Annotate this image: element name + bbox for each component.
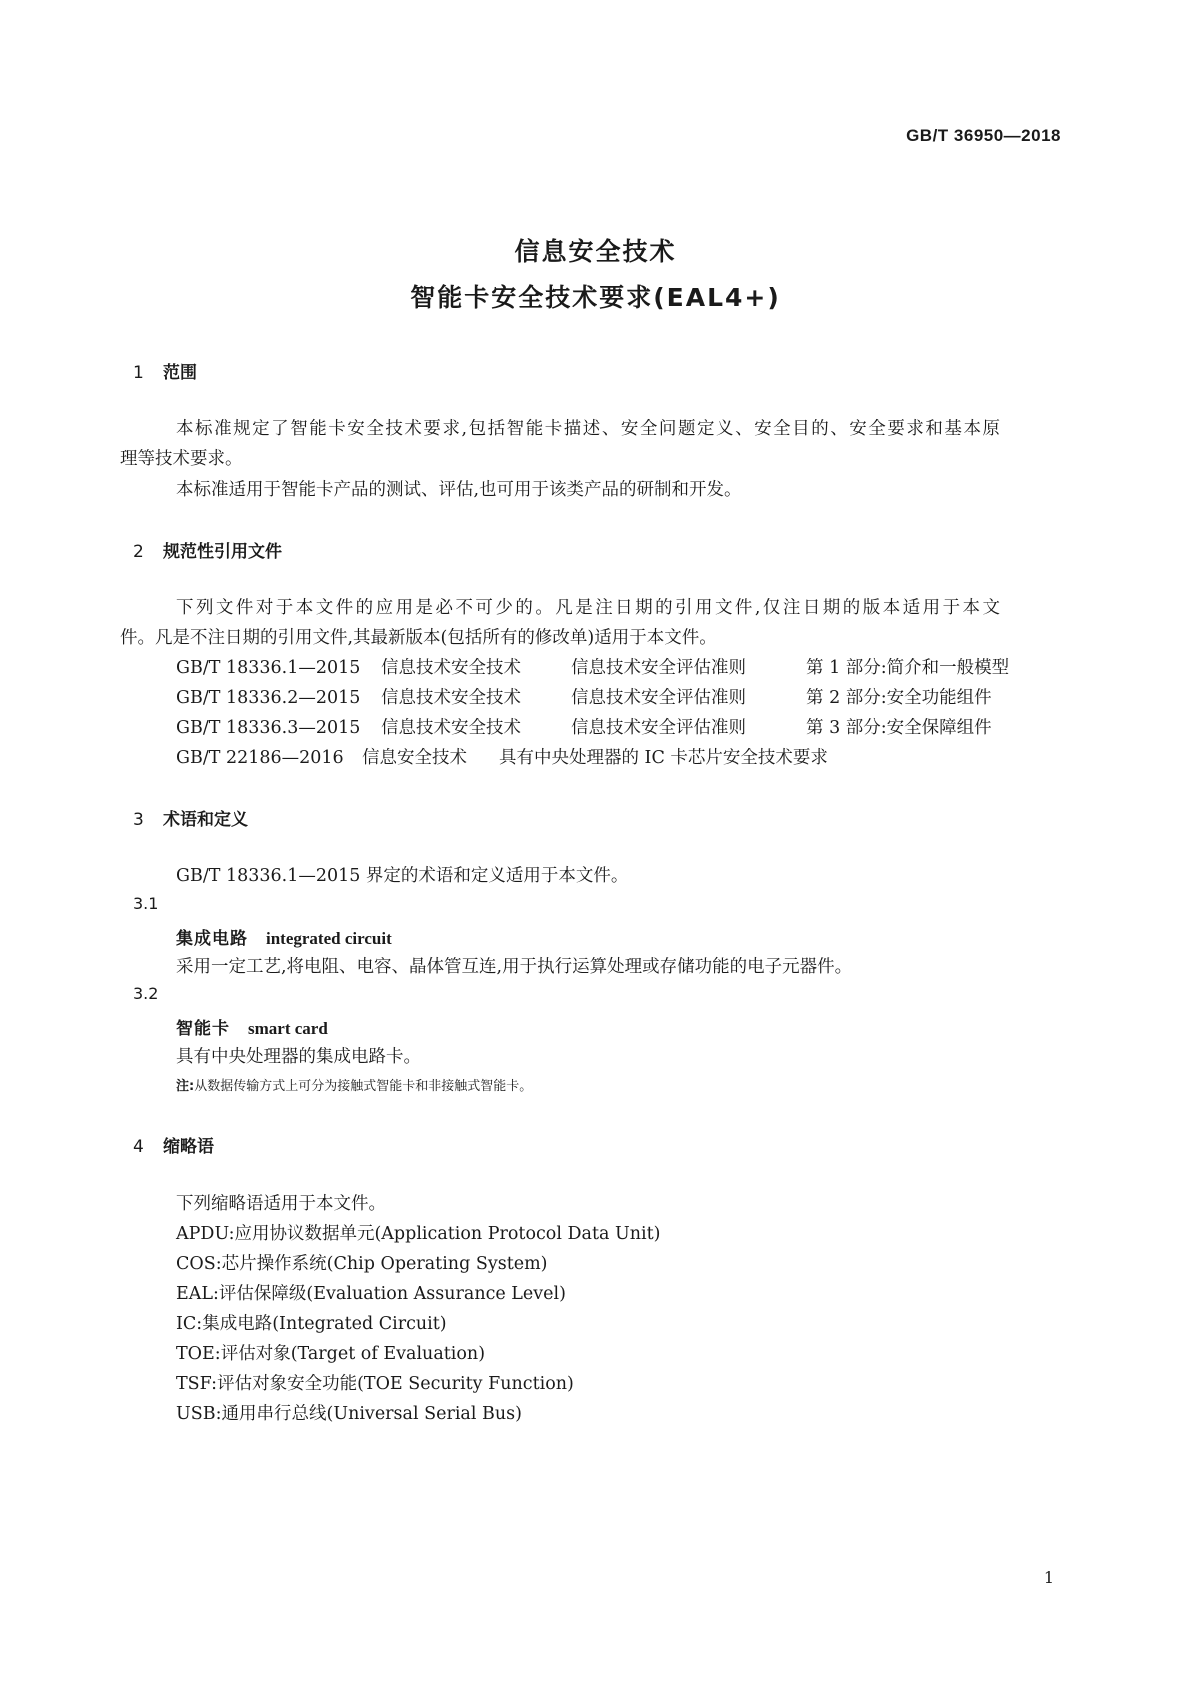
- document-title-line1: 信息安全技术: [514, 237, 677, 266]
- section-title: 范围: [163, 363, 197, 383]
- standard-code: GB/T 36950—2018: [906, 126, 1061, 145]
- abbreviation-item: APDU:应用协议数据单元(Application Protocol Data Unit): [176, 1224, 661, 1244]
- s1-paragraph2: 本标准适用于智能卡产品的测试、评估,也可用于该类产品的研制和开发。: [176, 480, 742, 500]
- section-title: 术语和定义: [163, 810, 248, 830]
- term-number: 3.1: [133, 894, 159, 913]
- reference-code: GB/T 18336.1—2015: [176, 658, 361, 678]
- section-number: 4: [133, 1137, 144, 1157]
- reference-title-part3: 第 1 部分:简介和一般模型: [806, 658, 1010, 678]
- abbreviation-item: TSF:评估对象安全功能(TOE Security Function): [176, 1374, 574, 1394]
- abbreviation-item: EAL:评估保障级(Evaluation Assurance Level): [176, 1284, 566, 1304]
- term-number: 3.2: [133, 984, 159, 1003]
- section-number: 2: [133, 542, 144, 562]
- abbreviation-item: TOE:评估对象(Target of Evaluation): [176, 1344, 486, 1364]
- section-title: 规范性引用文件: [163, 542, 282, 562]
- reference-title-part2: 具有中央处理器的 IC 卡芯片安全技术要求: [499, 748, 828, 768]
- section-2-heading: [133, 537, 282, 562]
- reference-title-part1: 信息技术安全技术: [381, 718, 521, 738]
- term-en: integrated circuit: [266, 929, 392, 948]
- reference-code: GB/T 18336.3—2015: [176, 718, 361, 738]
- term-note: [176, 1075, 532, 1094]
- section-4-heading: [133, 1132, 214, 1157]
- section-number: 1: [133, 363, 144, 383]
- abbreviation-item: COS:芯片操作系统(Chip Operating System): [176, 1254, 548, 1274]
- reference-item: [176, 684, 992, 709]
- reference-title-part2: 信息技术安全评估准则: [571, 718, 746, 738]
- s1-paragraph1-line2: 理等技术要求。: [120, 449, 243, 469]
- note-text: 从数据传输方式上可分为接触式智能卡和非接触式智能卡。: [194, 1079, 533, 1094]
- section-number: 3: [133, 810, 144, 830]
- section-3-heading: [133, 805, 248, 830]
- section-title: 缩略语: [163, 1137, 214, 1157]
- reference-item: [176, 744, 828, 769]
- term-en: smart card: [248, 1019, 328, 1038]
- term-title: [176, 924, 392, 949]
- reference-title-part1: 信息技术安全技术: [381, 688, 521, 708]
- reference-item: [176, 714, 992, 739]
- term-definition: 采用一定工艺,将电阻、电容、晶体管互连,用于执行运算处理或存储功能的电子元器件。: [176, 957, 853, 977]
- s2-paragraph1-line1: 下列文件对于本文件的应用是必不可少的。凡是注日期的引用文件,仅注日期的版本适用于本文: [176, 598, 1000, 618]
- term-definition: 具有中央处理器的集成电路卡。: [176, 1047, 421, 1067]
- reference-title-part1: 信息技术安全技术: [381, 658, 521, 678]
- reference-code: GB/T 18336.2—2015: [176, 688, 361, 708]
- s3-intro: GB/T 18336.1—2015 界定的术语和定义适用于本文件。: [176, 866, 629, 886]
- reference-title-part3: 第 3 部分:安全保障组件: [806, 718, 992, 738]
- s4-intro: 下列缩略语适用于本文件。: [176, 1194, 386, 1214]
- abbreviation-item: IC:集成电路(Integrated Circuit): [176, 1314, 447, 1334]
- document-title-line2: 智能卡安全技术要求(EAL4+): [410, 283, 781, 312]
- reference-item: [176, 654, 1009, 679]
- s2-paragraph1-line2: 件。凡是不注日期的引用文件,其最新版本(包括所有的修改单)适用于本文件。: [120, 628, 717, 648]
- abbreviation-item: USB:通用串行总线(Universal Serial Bus): [176, 1404, 522, 1424]
- reference-title-part2: 信息技术安全评估准则: [571, 688, 746, 708]
- section-1-heading: [133, 358, 197, 383]
- s1-paragraph1-line1: 本标准规定了智能卡安全技术要求,包括智能卡描述、安全问题定义、安全目的、安全要求和基本原: [176, 419, 1000, 439]
- term-zh: 集成电路: [176, 929, 248, 949]
- page-number: 1: [1043, 1568, 1054, 1587]
- reference-title-part2: 信息技术安全评估准则: [571, 658, 746, 678]
- note-label: 注:: [176, 1079, 195, 1094]
- term-zh: 智能卡: [176, 1019, 230, 1039]
- reference-code: GB/T 22186—2016: [176, 748, 344, 768]
- term-title: [176, 1014, 328, 1039]
- reference-title-part3: 第 2 部分:安全功能组件: [806, 688, 992, 708]
- reference-title-part1: 信息安全技术: [362, 748, 467, 768]
